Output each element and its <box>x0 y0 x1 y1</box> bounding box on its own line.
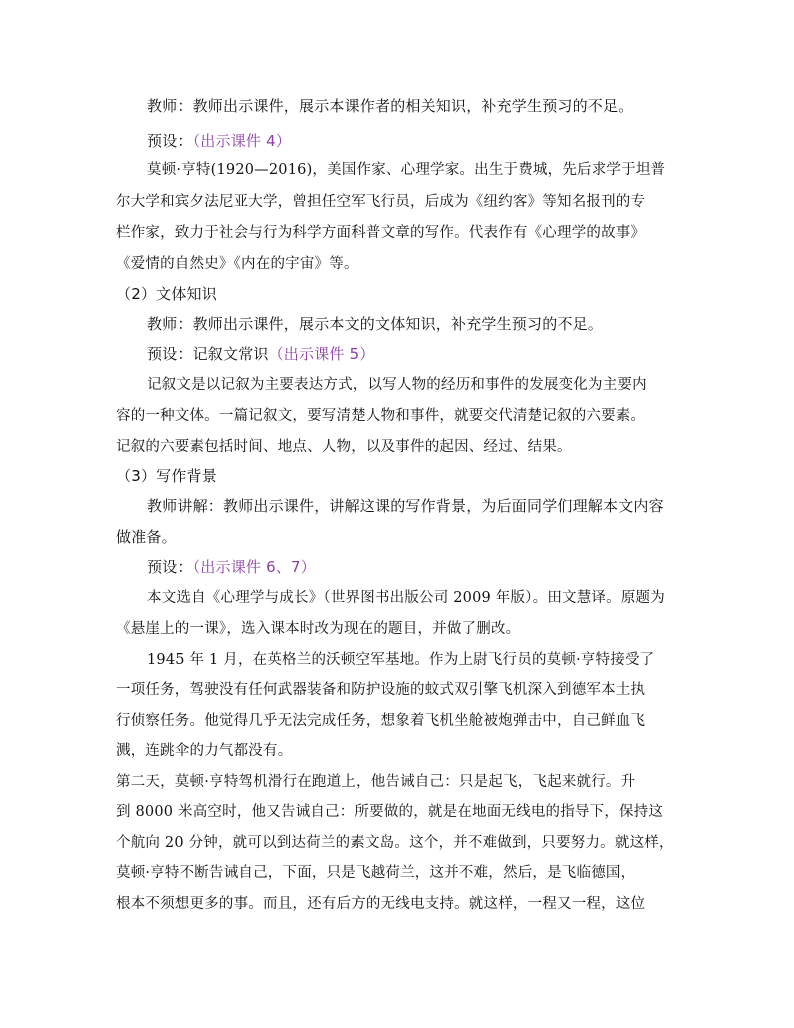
background-story-line: 根本不须想更多的事。而且，还有后方的无线电支持。就这样，一程又一程，这位 <box>116 896 646 912</box>
author-bio-line: 莫顿·亨特(1920—2016)，美国作家、心理学家。出生于费城，先后求学于坦普 <box>147 162 666 178</box>
author-bio-line: 《爱情的自然史》《内在的宇宙》等。 <box>116 256 359 272</box>
preset-genre-courseware <box>147 343 375 364</box>
source-note-line: 本文选自《心理学与成长》（世界图书出版公司 2009 年版）。田文慧译。原题为 <box>147 590 665 606</box>
background-story-line: 一项任务，驾驶没有任何武器装备和防护设施的蚊式双引擎飞机深入到德军本土执 <box>116 682 646 698</box>
genre-description-line: 记叙的六要素包括时间、地点、人物，以及事件的起因、经过、结果。 <box>116 439 572 455</box>
section-heading-background: （3）写作背景 <box>116 467 217 485</box>
background-story-line: 第二天，莫顿·亨特驾机滑行在跑道上，他告诫自己：只是起飞，飞起来就行。升 <box>116 774 636 790</box>
preset-label: 预设： <box>147 558 193 576</box>
teacher-explanation-background: 做准备。 <box>116 528 177 546</box>
teacher-instruction-genre: 教师：教师出示课件，展示本文的文体知识，补充学生预习的不足。 <box>147 315 604 333</box>
preset-author-courseware <box>147 130 291 151</box>
preset-label: 预设：记叙文常识 <box>147 345 269 363</box>
author-bio-line: 栏作家，致力于社会与行为科学方面科普文章的写作。代表作有《心理学的故事》 <box>116 225 646 241</box>
teacher-explanation-background: 教师讲解：教师出示课件，讲解这课的写作背景，为后面同学们理解本文内容 <box>147 497 664 515</box>
background-story-line: 个航向 20 分钟，就可以到达荷兰的素文岛。这个，并不难做到，只要努力。就这样， <box>116 835 674 851</box>
preset-label: 预设： <box>147 132 193 150</box>
genre-description-line: 容的一种文体。一篇记叙文，要写清楚人物和事件，就要交代清楚记叙的六要素。 <box>116 408 646 424</box>
author-bio-line: 尔大学和宾夕法尼亚大学，曾担任空军飞行员，后成为《纽约客》等知名报刊的专 <box>116 194 646 210</box>
background-story-line: 行侦察任务。他觉得几乎无法完成任务，想象着飞机坐舱被炮弹击中，自己鲜血飞 <box>116 713 646 729</box>
courseware-reference: （出示课件 4） <box>192 132 292 150</box>
background-story-line: 溅，连跳伞的力气都没有。 <box>116 743 293 759</box>
section-heading-genre: （2）文体知识 <box>116 285 217 303</box>
courseware-reference: （出示课件 6、7） <box>192 558 316 576</box>
genre-description-line: 记叙文是以记叙为主要表达方式，以写人物的经历和事件的发展变化为主要内 <box>147 377 647 393</box>
background-story-line: 1945 年 1 月，在英格兰的沃顿空军基地。作为上尉飞行员的莫顿·亨特接受了 <box>147 652 655 668</box>
source-note-line: 《悬崖上的一课》，选入课本时改为现在的题目，并做了删改。 <box>116 621 521 637</box>
background-story-line: 到 8000 米高空时，他又告诫自己：所要做的，就是在地面无线电的指导下，保持这 <box>116 804 664 820</box>
teacher-instruction-author: 教师：教师出示课件，展示本课作者的相关知识，补充学生预习的不足。 <box>147 97 634 115</box>
courseware-reference: （出示课件 5） <box>268 345 375 363</box>
background-story-line: 莫顿·亨特不断告诫自己，下面，只是飞越荷兰，这并不难，然后，是飞临德国， <box>116 865 636 881</box>
preset-background-courseware <box>147 556 316 577</box>
